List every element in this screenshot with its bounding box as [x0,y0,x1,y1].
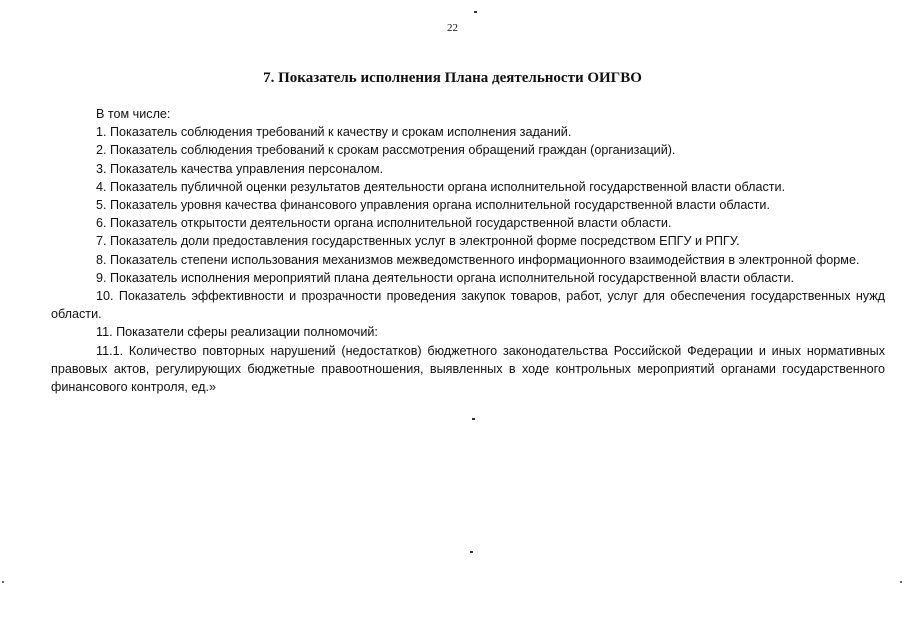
paragraph-item-8: 8. Показатель степени использования механизмов межведомственного информационного взаимодействия в электронной форме. [96,252,860,267]
paragraph-item-7: 7. Показатель доли предоставления государственных услуг в электронной форме посредством ЕПГУ и РПГУ. [96,234,740,249]
scan-mark [474,11,477,13]
paragraph-item-1: 1. Показатель соблюдения требований к качеству и срокам исполнения заданий. [96,125,572,140]
scan-mark [900,581,902,583]
page-number: 22 [447,22,458,34]
scan-mark [472,418,475,420]
paragraph-item-2: 2. Показатель соблюдения требований к срокам рассмотрения обращений граждан (организаций). [96,143,676,158]
paragraph-item-4: 4. Показатель публичной оценки результатов деятельности органа исполнительной государственной власти области. [96,179,786,194]
paragraph-item-11-1: 11.1. Количество повторных нарушений (недостатков) бюджетного законодательства Российской Федерации и иных нормативных правовых актов, регулирующих бюджетные правоотношения, выявленных в ходе контрольных мероприятий органами государственного финансового контроля, ед.» [51,343,885,395]
body-text [51,105,885,396]
paragraph-item-3: 3. Показатель качества управления персоналом. [96,161,384,176]
scan-mark [470,551,473,553]
paragraph-item-11: 11. Показатели сферы реализации полномочий: [96,325,378,340]
paragraph-item-10: 10. Показатель эффективности и прозрачности проведения закупок товаров, работ, услуг для обеспечения государственных нужд области. [51,289,885,322]
paragraph-item-9: 9. Показатель исполнения мероприятий плана деятельности органа исполнительной государственной власти области. [96,270,794,285]
paragraph-item-6: 6. Показатель открытости деятельности органа исполнительной государственной власти области. [96,216,672,231]
paragraph-intro: В том числе: [96,107,171,121]
paragraph-item-5: 5. Показатель уровня качества финансового управления органа исполнительной государственной власти области. [96,198,770,213]
section-heading: 7. Показатель исполнения Плана деятельности ОИГВО [263,70,642,86]
scan-mark [2,581,4,583]
